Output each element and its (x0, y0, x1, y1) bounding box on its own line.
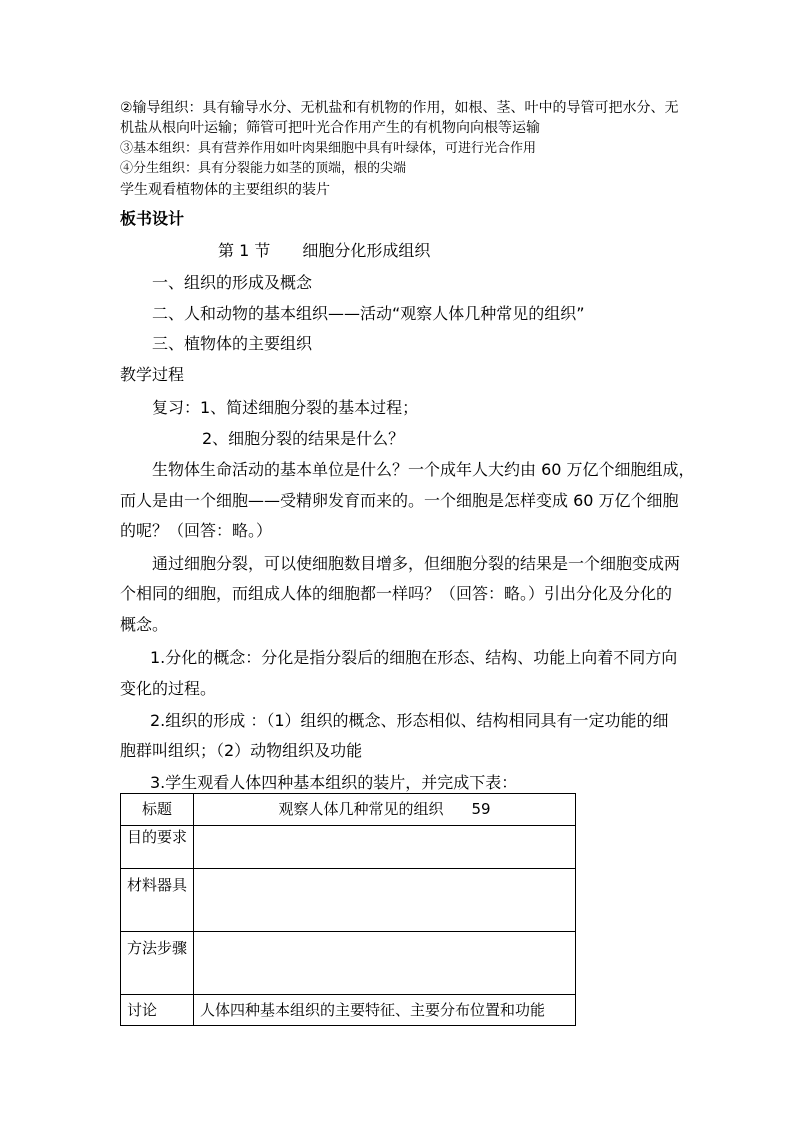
table-label-cell: 方法步骤 (121, 932, 194, 995)
table-row (121, 826, 576, 869)
paragraph-4-line-2: 胞群叫组织；（2）动物组织及功能 (120, 741, 363, 760)
paragraph-5: 3.学生观看人体四种基本组织的装片，并完成下表： (150, 773, 518, 792)
teaching-process-heading: 教学过程 (120, 365, 185, 384)
table-title-number: 59 (471, 800, 491, 818)
paragraph-3-line-2: 变化的过程。 (120, 679, 217, 698)
table-row (121, 995, 576, 1026)
meristem-line: ④分生组织：具有分裂能力如茎的顶端，根的尖端 (120, 161, 407, 176)
outline-item-3: 三、植物体的主要组织 (152, 334, 313, 353)
table-value-cell (194, 869, 576, 932)
paragraph-3-line-1: 1.分化的概念：分化是指分裂后的细胞在形态、结构、功能上向着不同方向 (150, 648, 678, 667)
paragraph-2-line-2: 个相同的细胞，而组成人体的细胞都一样吗？（回答：略。）引出分化及分化的 (120, 584, 673, 603)
review-question-2: 2、细胞分裂的结果是什么？ (202, 429, 405, 448)
table-label-cell: 讨论 (121, 995, 194, 1026)
student-observe-plant-line: 学生观看植物体的主要组织的装片 (120, 182, 330, 198)
review-question-1: 复习：1、简述细胞分裂的基本过程； (152, 398, 419, 417)
paragraph-1-line-1: 生物体生命活动的基本单位是什么？一个成年人大约由 60 万亿个细胞组成， (152, 460, 695, 479)
outline-item-1: 一、组织的形成及概念 (152, 273, 313, 292)
table-row (121, 794, 576, 826)
section-title: 第 1 节 细胞分化形成组织 (218, 241, 431, 260)
outline-item-2: 二、人和动物的基本组织——活动“观察人体几种常见的组织” (152, 304, 585, 323)
table-row (121, 932, 576, 995)
paragraph-1-line-3: 的呢？（回答：略。） (120, 521, 273, 540)
table-value-cell (194, 932, 576, 995)
basic-tissue-line: ③基本组织：具有营养作用如叶肉果细胞中具有叶绿体，可进行光合作用 (120, 141, 537, 156)
conducting-tissue-line-1: ②输导组织：具有输导水分、无机盐和有机物的作用，如根、茎、叶中的导管可把水分、无 (120, 100, 679, 116)
paragraph-2-line-3: 概念。 (120, 615, 169, 634)
table-value-cell (194, 826, 576, 869)
board-design-heading: 板书设计 (120, 209, 185, 228)
table-label-cell: 材料器具 (121, 869, 194, 932)
observation-table (120, 793, 576, 1026)
table-label-cell: 目的要求 (121, 826, 194, 869)
table-value-cell: 人体四种基本组织的主要特征、主要分布位置和功能 (194, 995, 576, 1026)
paragraph-2-line-1: 通过细胞分裂，可以使细胞数目增多，但细胞分裂的结果是一个细胞变成两 (152, 554, 681, 573)
paragraph-4-line-1: 2.组织的形成 ：（1）组织的概念、形态相似、结构相同具有一定功能的细 (150, 711, 669, 730)
table-label-cell: 标题 (121, 794, 194, 826)
paragraph-1-line-2: 而人是由一个细胞——受精卵发育而来的。一个细胞是怎样变成 60 万亿个细胞 (120, 491, 679, 510)
conducting-tissue-line-2: 机盐从根向叶运输；筛管可把叶光合作用产生的有机物向向根等运输 (120, 120, 540, 136)
table-title-cell (194, 794, 576, 826)
table-title-text: 观察人体几种常见的组织 (278, 800, 444, 818)
table-row (121, 869, 576, 932)
